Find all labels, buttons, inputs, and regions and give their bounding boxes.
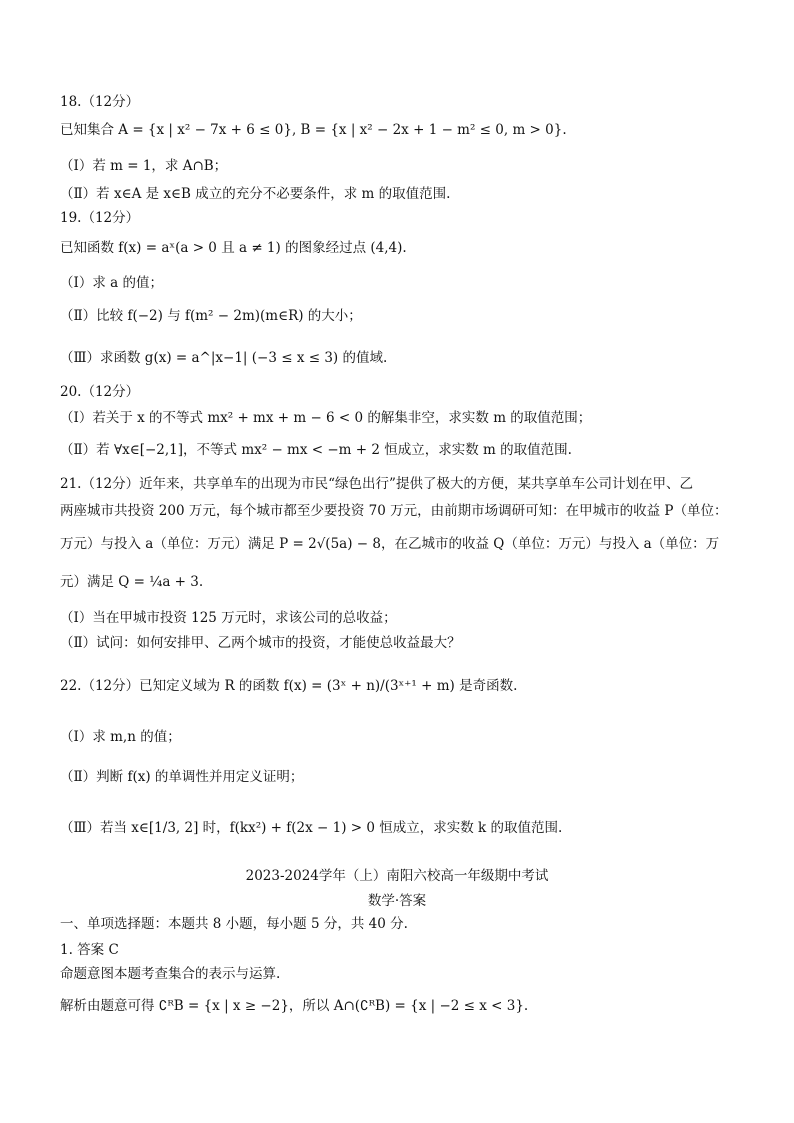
q18-part1: （Ⅰ）若 m = 1，求 A∩B； xyxy=(60,158,228,174)
answer-analysis: 解析由题意可得 ∁ᴿB = {x | x ≥ −2}，所以 A∩(∁ᴿB) = {x | −2 ≤ x < 3}. xyxy=(60,998,529,1014)
answer-intent: 命题意图本题考查集合的表示与运算. xyxy=(60,966,281,982)
answer-subtitle: 数学·答案 xyxy=(367,893,427,909)
q18-part2: （Ⅱ）若 x∈A 是 x∈B 成立的充分不必要条件，求 m 的取值范围. xyxy=(60,186,451,202)
q21-part1: （Ⅰ）当在甲城市投资 125 万元时，求该公司的总收益； xyxy=(60,610,397,626)
q19-part3: （Ⅲ）求函数 g(x) = a^|x−1| (−3 ≤ x ≤ 3) 的值域. xyxy=(60,350,388,366)
answer-1: 1. 答案 C xyxy=(60,942,119,958)
q22-part2: （Ⅱ）判断 f(x) 的单调性并用定义证明； xyxy=(60,769,304,785)
q21-part2: （Ⅱ）试问：如何安排甲、乙两个城市的投资，才能使总收益最大？ xyxy=(60,635,461,651)
q22-part3: （Ⅲ）若当 x∈[1/3, 2] 时，f(kx²) + f(2x − 1) > 0 恒成立，求实数 k 的取值范围. xyxy=(60,820,563,836)
q21-line2: 两座城市共投资 200 万元，每个城市都至少要投资 70 万元，由前期市场调研可知：在甲城市的收益 P（单位： xyxy=(60,503,728,519)
q19-header: 19.（12分） xyxy=(60,210,140,226)
q20-part2: （Ⅱ）若 ∀x∈[−2,1]，不等式 mx² − mx < −m + 2 恒成立，求实数 m 的取值范围. xyxy=(60,442,572,458)
q20-header: 20.（12分） xyxy=(60,384,140,400)
answer-title: 2023-2024学年（上）南阳六校高一年级期中考试 xyxy=(245,868,549,884)
q19-part1: （Ⅰ）求 a 的值； xyxy=(60,275,163,291)
q19-stem: 已知函数 f(x) = aˣ(a > 0 且 a ≠ 1) 的图象经过点 (4,4). xyxy=(60,240,407,256)
q19-part2: （Ⅱ）比较 f(−2) 与 f(m² − 2m)(m∈R) 的大小； xyxy=(60,308,362,324)
q18-header: 18.（12分） xyxy=(60,94,140,110)
q18-stem: 已知集合 A = {x | x² − 7x + 6 ≤ 0}, B = {x | x² − 2x + 1 − m² ≤ 0, m > 0}. xyxy=(60,122,567,138)
q21-line4: 元）满足 Q = ¼a + 3. xyxy=(60,574,204,590)
q22-stem: 22.（12分）已知定义域为 R 的函数 f(x) = (3ˣ + n)/(3ˣ⁺¹ + m) 是奇函数. xyxy=(60,678,518,694)
q21-line1: 21.（12分）近年来，共享单车的出现为市民“绿色出行”提供了极大的方便，某共享单车公司计划在甲、乙 xyxy=(60,476,693,492)
q22-part1: （Ⅰ）求 m,n 的值； xyxy=(60,729,181,745)
q21-line3: 万元）与投入 a（单位：万元）满足 P = 2√(5a) − 8，在乙城市的收益 Q（单位：万元）与投入 a（单位：万 xyxy=(60,536,720,552)
q20-part1: （Ⅰ）若关于 x 的不等式 mx² + mx + m − 6 < 0 的解集非空，求实数 m 的取值范围； xyxy=(60,410,592,426)
answer-section-heading: 一、单项选择题：本题共 8 小题，每小题 5 分，共 40 分. xyxy=(60,916,408,932)
